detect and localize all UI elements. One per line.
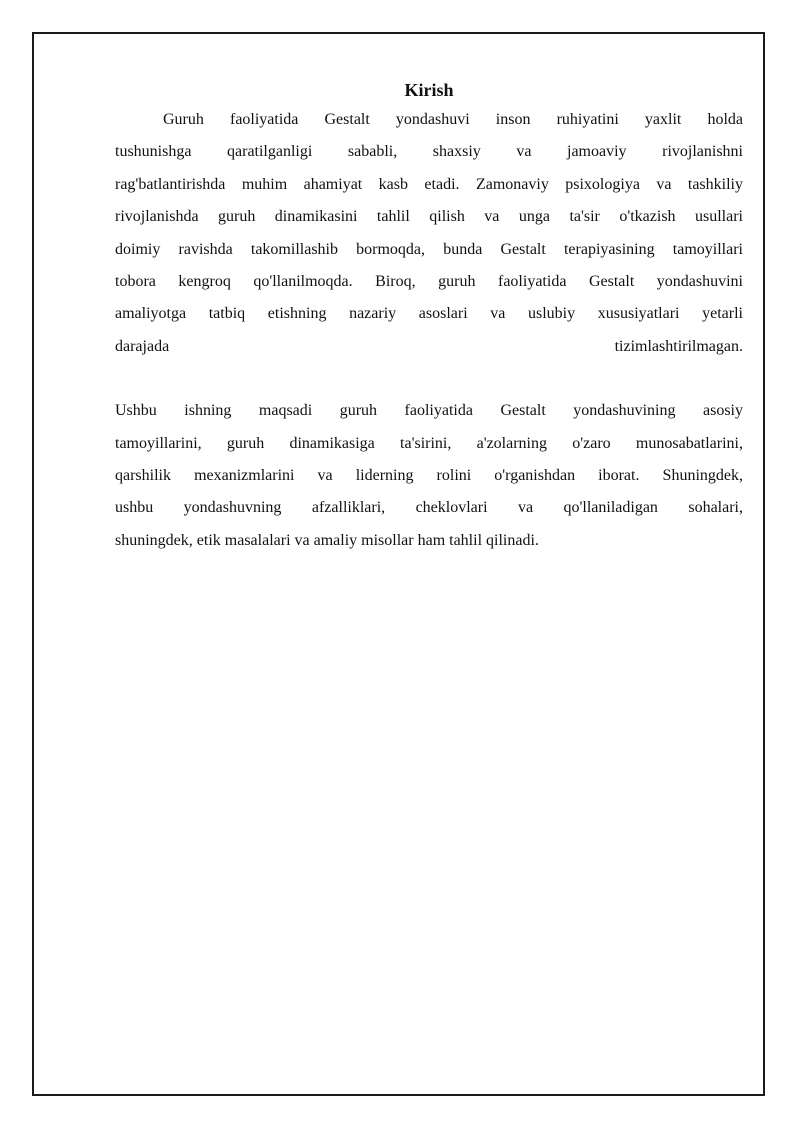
paragraph-line: shuningdek, etik masalalari va amaliy misollar ham tahlil qilinadi. [115, 531, 539, 549]
paragraph-line: rag'batlantirishda muhim ahamiyat kasb etadi. Zamonaviy psixologiya va tashkiliy [115, 175, 743, 193]
paragraph-goal [115, 395, 743, 557]
paragraph-line: Guruh faoliyatida Gestalt yondashuvi inson ruhiyatini yaxlit holda [163, 111, 743, 128]
paragraph-line: ushbu yondashuvning afzalliklari, cheklovlari va qo'llaniladigan sohalari, [115, 499, 743, 517]
paragraph-line: tushunishga qaratilganligi sababli, shaxsiy va jamoaviy rivojlanishni [115, 143, 743, 161]
document-title: Kirish [404, 80, 454, 100]
paragraph-line: tamoyillarini, guruh dinamikasiga ta'sirini, a'zolarning o'zaro munosabatlarini, [115, 434, 743, 452]
paragraph-line: qarshilik mexanizmlarini va liderning rolini o'rganishdan iborat. Shuningdek, [115, 467, 743, 485]
paragraph-line: darajada tizimlashtirilmagan. [115, 337, 743, 355]
paragraph-line: doimiy ravishda takomillashib bormoqda, bunda Gestalt terapiyasining tamoyillari [115, 240, 743, 258]
paragraph-intro [115, 104, 743, 363]
document-body [115, 76, 743, 557]
paragraph-line: rivojlanishda guruh dinamikasini tahlil qilish va unga ta'sir o'tkazish usullari [115, 208, 743, 226]
paragraph-line: amaliyotga tatbiq etishning nazariy asoslari va uslubiy xususiyatlari yetarli [115, 305, 743, 323]
paragraph-line: Ushbu ishning maqsadi guruh faoliyatida Gestalt yondashuvining asosiy [115, 402, 743, 420]
paragraph-spacer [115, 363, 743, 395]
paragraph-line: tobora kengroq qo'llanilmoqda. Biroq, guruh faoliyatida Gestalt yondashuvini [115, 273, 743, 291]
